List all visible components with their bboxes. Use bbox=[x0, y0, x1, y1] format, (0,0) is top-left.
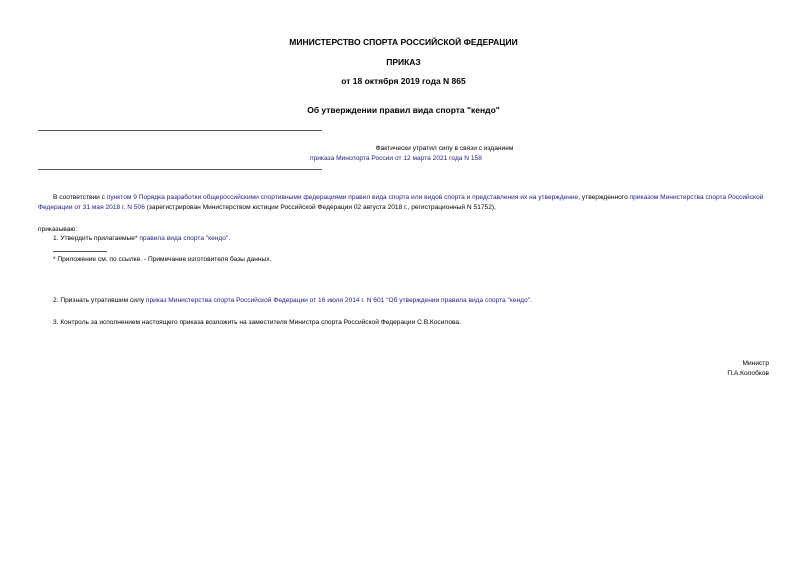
item-2-text: 2. Признать утратившим силу bbox=[53, 297, 146, 304]
divider-bottom bbox=[38, 169, 322, 170]
signature-name: П.А.Колобков bbox=[727, 370, 769, 377]
divider-top bbox=[38, 130, 322, 131]
footnote: * Приложение см. по ссылке. - Примечание изготовителя базы данных. bbox=[53, 256, 272, 263]
item-2-link[interactable]: приказ Министерства спорта Российской Федерации от 16 июля 2014 г. N 601 "Об утверждении правила вида спорта "кендо" bbox=[145, 297, 530, 304]
status-note bbox=[358, 144, 531, 154]
item-3: 3. Контроль за исполнением настоящего приказа возложить на заместителя Министра спорта Российской Федерации С.В.Косилова. bbox=[53, 319, 461, 326]
preamble-link-procedure[interactable]: пунктом 9 Порядка разработки общероссийскими спортивными федерациями правил вида спорта или видов спорта и представления их на утверждение bbox=[106, 194, 579, 201]
status-note-link-wrap bbox=[310, 154, 610, 164]
footnote-rule bbox=[53, 251, 107, 252]
preamble-text-1: В соответствии с bbox=[53, 194, 107, 201]
preamble-text-2: , утвержденного bbox=[578, 194, 630, 201]
item-2-end: . bbox=[529, 297, 532, 304]
item-1-end: . bbox=[228, 235, 231, 242]
doc-type-heading: ПРИКАЗ bbox=[386, 57, 421, 67]
doc-date: от 18 октября 2019 года N 865 bbox=[341, 76, 466, 86]
item-2 bbox=[53, 296, 532, 306]
status-note-link[interactable]: приказа Минспорта России от 12 марта 2021 года N 158 bbox=[310, 155, 482, 162]
doc-title: Об утверждении правил вида спорта "кендо" bbox=[307, 105, 500, 115]
ministry-heading: МИНИСТЕРСТВО СПОРТА РОССИЙСКОЙ ФЕДЕРАЦИИ bbox=[289, 37, 518, 47]
status-note-line: Фактически утратил силу в связи с изданием bbox=[375, 145, 514, 152]
preamble-paragraph bbox=[38, 193, 770, 212]
order-word: приказываю: bbox=[38, 226, 78, 233]
item-1-text: 1. Утвердить прилагаемые* bbox=[53, 235, 140, 242]
signature-position: Министр bbox=[742, 360, 769, 367]
item-1 bbox=[53, 234, 230, 244]
preamble-text-3: (зарегистрирован Министерством юстиции Российской Федерации 02 августа 2018 г., регистрационный N 51752), bbox=[144, 203, 496, 211]
preamble-link-order-506[interactable]: приказом Министерства спорта Российской Федерации от 31 мая 2018 г. N 506 bbox=[38, 194, 764, 211]
item-1-link[interactable]: правила вида спорта "кендо" bbox=[139, 235, 229, 242]
